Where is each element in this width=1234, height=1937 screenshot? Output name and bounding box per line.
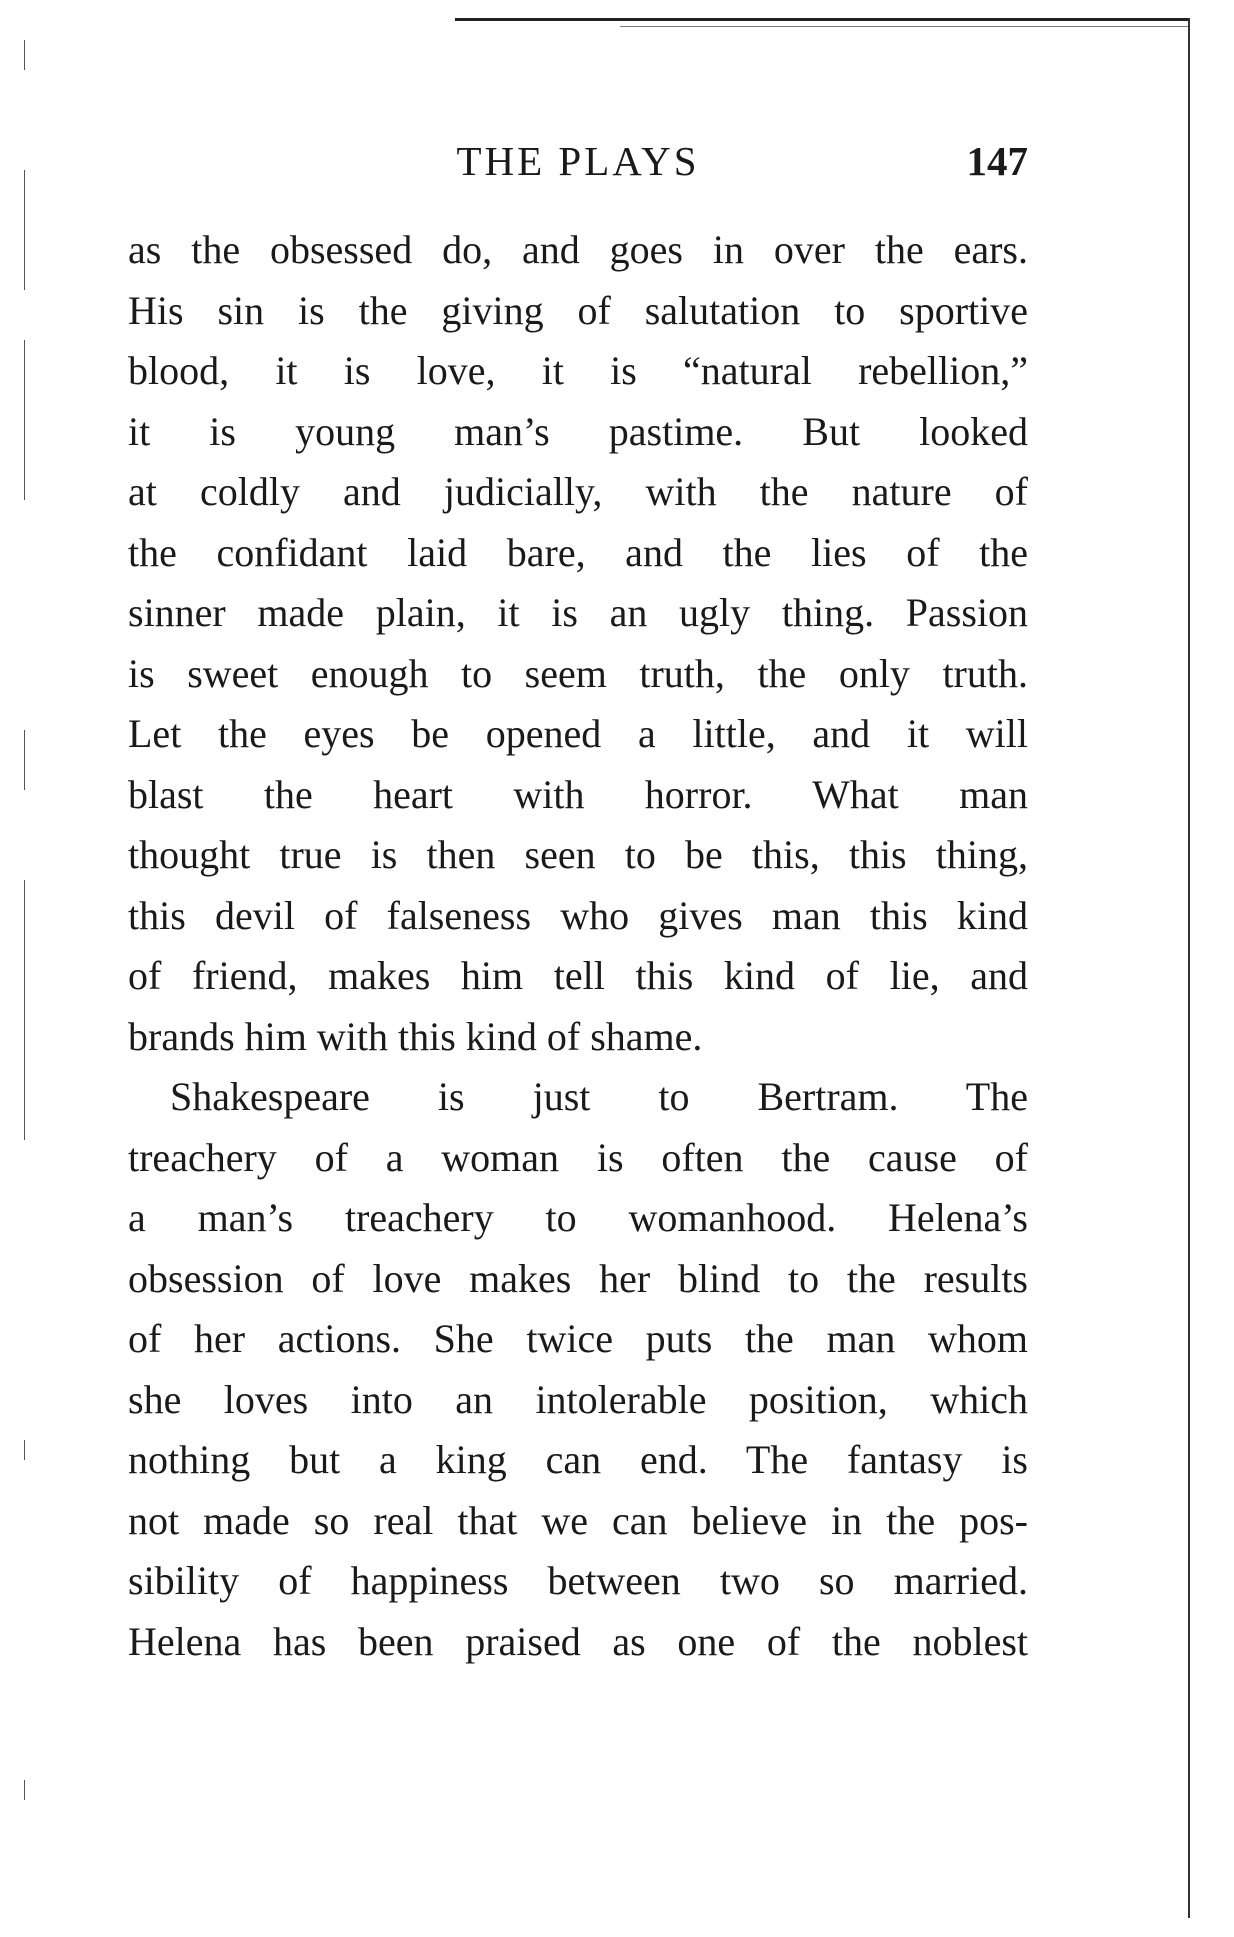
text-line: thought true is then seen to be this, this thing, (128, 832, 1028, 877)
text-line: brands him with this kind of shame. (128, 1013, 703, 1059)
page-right-edge (1188, 18, 1190, 1918)
text-line: Let the eyes be opened a little, and it will (128, 711, 1028, 756)
text-line: a man’s treachery to womanhood. Helena’s (128, 1195, 1028, 1240)
text-line: as the obsessed do, and goes in over the ears. (128, 227, 1028, 272)
text-line: at coldly and judicially, with the nature of (128, 469, 1028, 514)
text-line: sibility of happiness between two so married. (128, 1558, 1028, 1603)
text-line: of her actions. She twice puts the man whom (128, 1316, 1028, 1361)
text-line: is sweet enough to seem truth, the only truth. (128, 650, 1028, 696)
top-border-rule-thin (620, 26, 1190, 27)
top-border-rule (455, 18, 1190, 21)
text-line: Shakespeare is just to Bertram. The (170, 1074, 1028, 1119)
text-line: of friend, makes him tell this kind of lie, and (128, 953, 1028, 998)
text-line: not made so real that we can believe in the pos- (128, 1497, 1028, 1543)
binding-margin-marks (18, 40, 32, 1860)
running-title: THE PLAYS (456, 138, 700, 184)
text-line: His sin is the giving of salutation to sportive (128, 287, 1028, 333)
text-line: sinner made plain, it is an ugly thing. Passion (128, 590, 1028, 635)
text-line: blast the heart with horror. What man (128, 771, 1028, 817)
text-line: Helena has been praised as one of the noblest (128, 1618, 1028, 1664)
page-number: 147 (966, 138, 1028, 184)
text-line: treachery of a woman is often the cause of (128, 1134, 1028, 1180)
running-header (128, 136, 1028, 186)
text-line: blood, it is love, it is “natural rebellion,” (128, 348, 1028, 393)
paragraph-2 (128, 1067, 1028, 1672)
text-line: it is young man’s pastime. But looked (128, 408, 1028, 454)
paragraph-1 (128, 220, 1028, 1067)
body-text (128, 220, 1028, 1672)
text-line: this devil of falseness who gives man this kind (128, 892, 1028, 938)
text-line: nothing but a king can end. The fantasy is (128, 1437, 1028, 1482)
text-line: she loves into an intolerable position, which (128, 1376, 1028, 1422)
text-line: the confidant laid bare, and the lies of the (128, 529, 1028, 575)
text-line: obsession of love makes her blind to the results (128, 1255, 1028, 1301)
